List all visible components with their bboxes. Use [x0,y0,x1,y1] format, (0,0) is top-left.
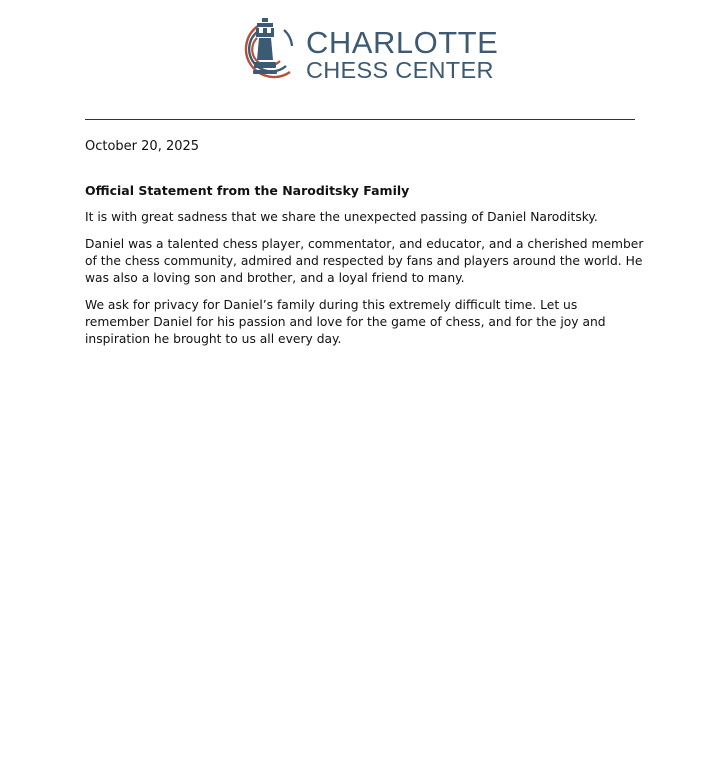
statement-date: October 20, 2025 [85,139,200,154]
letterhead [230,16,520,90]
paragraph: We ask for privacy for Daniel’s family during this extremely difficult time. Let us remember Daniel for his passion and love for the game of chess, and for the joy and inspiration he brought to us all every day. [85,298,606,346]
brand-name-line1: CHARLOTTE [306,25,499,60]
header-divider [85,119,635,120]
chess-rook-icon [230,16,300,90]
paragraph: It is with great sadness that we share the unexpected passing of Daniel Naroditsky. [85,210,598,224]
statement-heading: Official Statement from the Naroditsky Family [85,183,410,198]
paragraph: Daniel was a talented chess player, commentator, and educator, and a cherished member of the chess community, admired and respected by fans and players around the world. He was also a loving son and brother, and a loyal friend to many. [85,237,644,285]
statement-body [85,182,645,358]
brand-name-line2: CHESS CENTER [306,57,494,83]
